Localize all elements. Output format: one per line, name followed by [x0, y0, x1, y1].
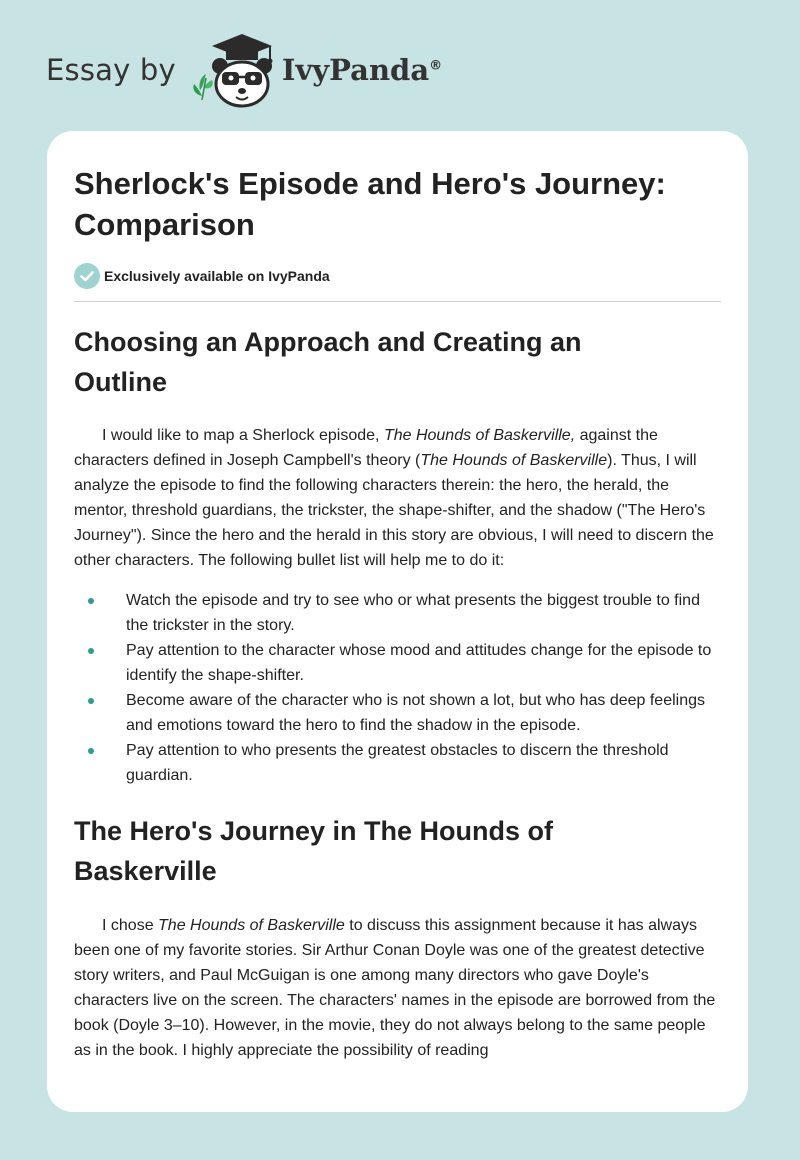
essay-by-label: Essay by — [46, 53, 176, 87]
site-header — [46, 30, 442, 110]
bullet-dot-icon — [88, 748, 94, 754]
approach-bullet-list — [74, 588, 721, 788]
section-paragraph-approach — [74, 423, 721, 573]
section-heading-heros-journey: The Hero's Journey in The Hounds of Baskerville — [74, 816, 553, 886]
list-item: Become aware of the character who is not shown a lot, but who has deep feelings and emotions toward the hero to find the shadow in the episode. — [74, 688, 721, 738]
ivypanda-panda-logo-icon[interactable] — [190, 30, 278, 110]
list-item: Watch the episode and try to see who or what presents the biggest trouble to find the trickster in the story. — [74, 588, 721, 638]
bullet-dot-icon — [88, 648, 94, 654]
list-item: Pay attention to who presents the greatest obstacles to discern the threshold guardian. — [74, 738, 721, 788]
text-run: I chose — [102, 917, 159, 934]
essay-card — [47, 131, 748, 1112]
bullet-dot-icon — [88, 598, 94, 604]
check-badge-icon — [74, 263, 100, 289]
bullet-dot-icon — [88, 698, 94, 704]
section-heading-approach: Choosing an Approach and Creating an Outline — [74, 327, 582, 397]
essay-title: Sherlock's Episode and Hero's Journey: Comparison — [74, 166, 666, 242]
exclusive-notice — [74, 262, 721, 290]
list-item: Pay attention to the character whose mood and attitudes change for the episode to identify the shape-shifter. — [74, 638, 721, 688]
italic-title-run: The Hounds of Baskerville — [420, 452, 608, 469]
exclusive-label: Exclusively available on IvyPanda — [104, 268, 330, 284]
text-run: ). Thus, I will analyze the episode to find the following characters therein: the hero, the herald, the mentor, threshold guardians, the trickster, the shape-shifter, and the shadow ("The Hero's Journey"). Since the hero and the herald in this story are obvious, I will need to discern the other characters. The following bullet list will help me to do it: — [74, 452, 714, 569]
ivypanda-brand-name[interactable]: IvyPanda® — [281, 53, 443, 87]
section-paragraph-heros-journey — [74, 913, 721, 1063]
text-run: against the characters defined in Joseph Campbell's theory ( — [74, 427, 658, 469]
italic-title-run: The Hounds of Baskerville, — [383, 427, 576, 444]
title-divider — [74, 301, 721, 302]
italic-title-run: The Hounds of Baskerville — [158, 917, 345, 934]
text-run: I would like to map a Sherlock episode, — [102, 427, 384, 444]
text-run: to discuss this assignment because it has always been one of my favorite stories. Sir Arthur Conan Doyle was one of the greatest detective story writers, and Paul McGuigan is one among many directors who gave Doyle's characters live on the screen. The characters' names in the episode are borrowed from the book (Doyle 3–10). However, in the movie, they do not always belong to the same people as in the book. I highly appreciate the possibility of reading — [74, 917, 716, 1059]
